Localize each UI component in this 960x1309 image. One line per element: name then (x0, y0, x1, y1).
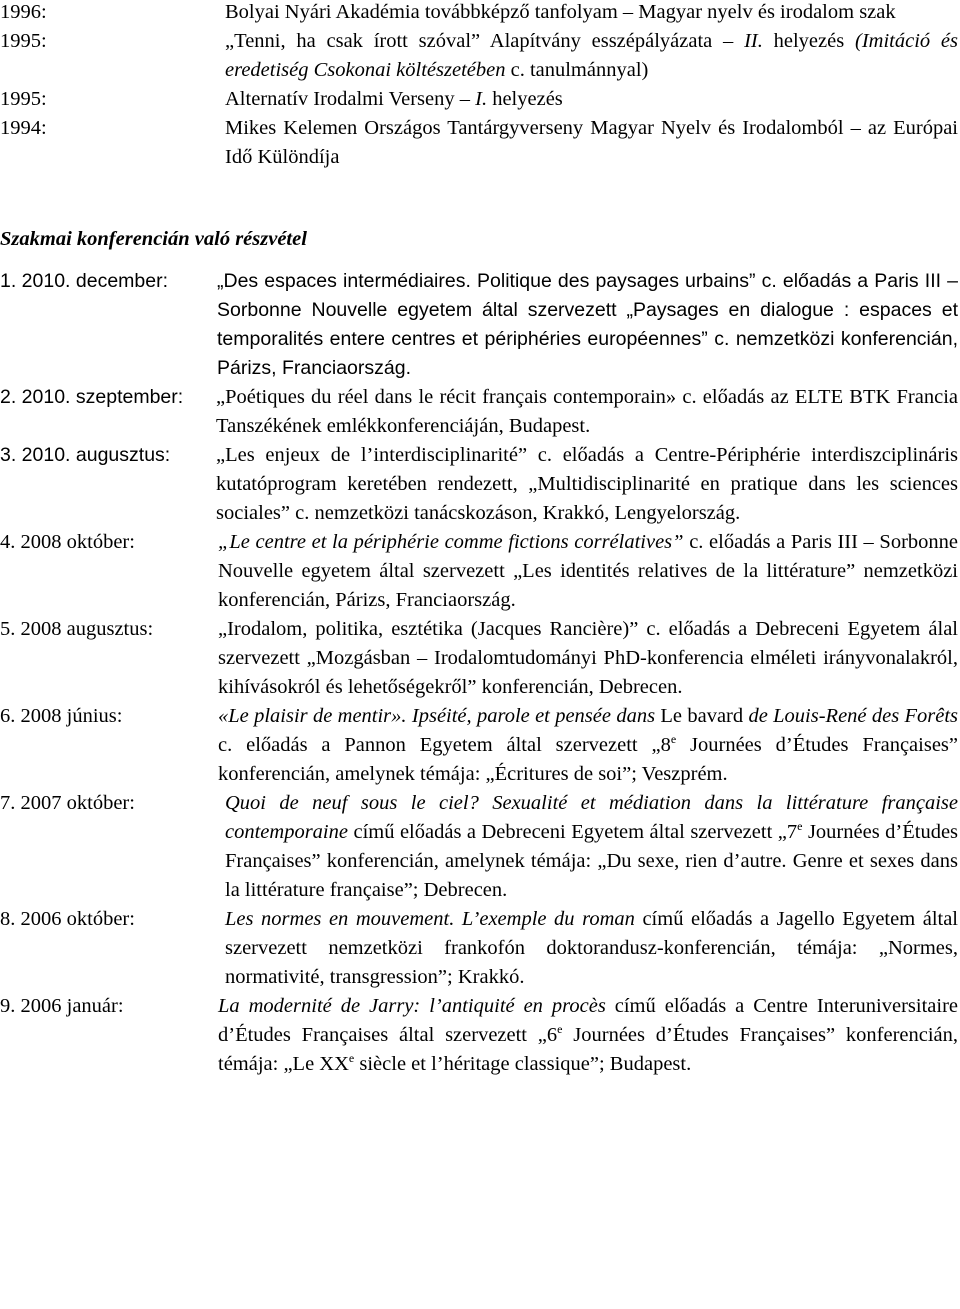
conference-text: Quoi de neuf sous le ciel? Sexualité et médiation dans la littérature française contemporaine című előadás a Debreceni Egyetem által szervezett „7e Journées d’Études Françaises” konferencián, amelynek témája: „Du sexe, rien d’autre. Genre et sexes dans la littérature française”; Debrecen. (225, 792, 959, 901)
conference-date: 5. 2008 augusztus: (0, 618, 154, 640)
conference-entry (0, 267, 958, 383)
conference-date: 2. 2010. szeptember: (0, 386, 184, 408)
conference-text: „Des espaces intermédiaires. Politique des paysages urbains” c. előadás a Paris III – Sorbonne Nouvelle egyetem által szervezett „Paysages en dialogue : espaces et temporalités entere centres et périphéries européennes” c. nemzetközi konferencián, Párizs, Franciaország. (217, 270, 958, 379)
conference-date: 9. 2006 január: (0, 995, 124, 1017)
conference-date: 6. 2008 június: (0, 705, 123, 727)
conference-text: „Le centre et la périphérie comme fictions corrélatives” c. előadás a Paris III – Sorbonne Nouvelle egyetem által szervezett „Les identités relatives de la littérature” nemzetközi konferencián, Párizs, Franciaország. (218, 531, 958, 611)
conference-text: La modernité de Jarry: l’antiquité en procès című előadás a Centre Interuniversitaire d’Études Françaises által szervezett „6e Journées d’Études Françaises” konferencián, témája: „Le XXe siècle et l’héritage classique”; Budapest. (218, 995, 959, 1075)
award-entry (0, 27, 958, 85)
award-year: 1995: (0, 88, 47, 110)
conference-entry (0, 528, 958, 615)
award-year: 1994: (0, 117, 47, 139)
section-heading: Szakmai konferencián való részvétel (0, 228, 307, 250)
conference-list (0, 267, 958, 1079)
award-entry (0, 114, 958, 172)
conference-text: Les normes en mouvement. L’exemple du roman című előadás a Jagello Egyetem által szervezett nemzetközi frankofón doktorandusz-konferencián, témája: „Normes, normativité, transgression”; Krakkó. (225, 908, 959, 988)
conference-date: 7. 2007 október: (0, 792, 135, 814)
award-entry (0, 0, 958, 27)
conference-entry (0, 383, 958, 441)
award-entry (0, 85, 958, 114)
conference-date: 3. 2010. augusztus: (0, 444, 171, 466)
conference-entry (0, 615, 958, 702)
awards-list (0, 0, 958, 172)
conference-entry (0, 789, 958, 905)
conference-date: 1. 2010. december: (0, 270, 169, 292)
award-text: „Tenni, ha csak írott szóval” Alapítvány esszépályázata – II. helyezés (Imitáció és eredetiség Csokonai költészetében c. tanulmánnyal) (225, 30, 958, 81)
conference-entry (0, 702, 958, 789)
conference-text: „Irodalom, politika, esztétika (Jacques Rancière)” c. előadás a Debreceni Egyetem álal szervezett „Mozgásban – Irodalomtudományi PhD-konferencia elméleti irányvonalakról, kihívásokról és lehetőségekről” konferencián, Debrecen. (218, 618, 958, 698)
conference-entry (0, 905, 958, 992)
conference-date: 4. 2008 október: (0, 531, 135, 553)
conference-date: 8. 2006 október: (0, 908, 135, 930)
conference-text: „Poétiques du réel dans le récit français contemporain» c. előadás az ELTE BTK Francia Tanszékének emlékkonferenciáján, Budapest. (216, 386, 958, 437)
conference-entry (0, 992, 958, 1079)
award-text: Bolyai Nyári Akadémia továbbképző tanfolyam – Magyar nyelv és irodalom szak (225, 1, 896, 23)
award-text: Alternatív Irodalmi Verseny – I. helyezés (225, 88, 563, 110)
award-year: 1995: (0, 30, 47, 52)
conference-entry (0, 441, 958, 528)
conference-text: „Les enjeux de l’interdisciplinarité” c. előadás a Centre-Périphérie interdiszciplináris kutatóprogram keretében rendezett, „Multidisciplinarité en pratique dans les sciences sociales” c. nemzetközi tanácskozáson, Krakkó, Lengyelország. (216, 444, 958, 524)
conference-text: «Le plaisir de mentir». Ipséité, parole et pensée dans Le bavard de Louis-René des Forêts c. előadás a Pannon Egyetem által szervezett „8e Journées d’Études Françaises” konferencián, amelynek témája: „Écritures de soi”; Veszprém. (218, 705, 959, 785)
award-text: Mikes Kelemen Országos Tantárgyverseny Magyar Nyelv és Irodalomból – az Európai Idő Különdíja (225, 117, 958, 168)
award-year: 1996: (0, 1, 47, 23)
